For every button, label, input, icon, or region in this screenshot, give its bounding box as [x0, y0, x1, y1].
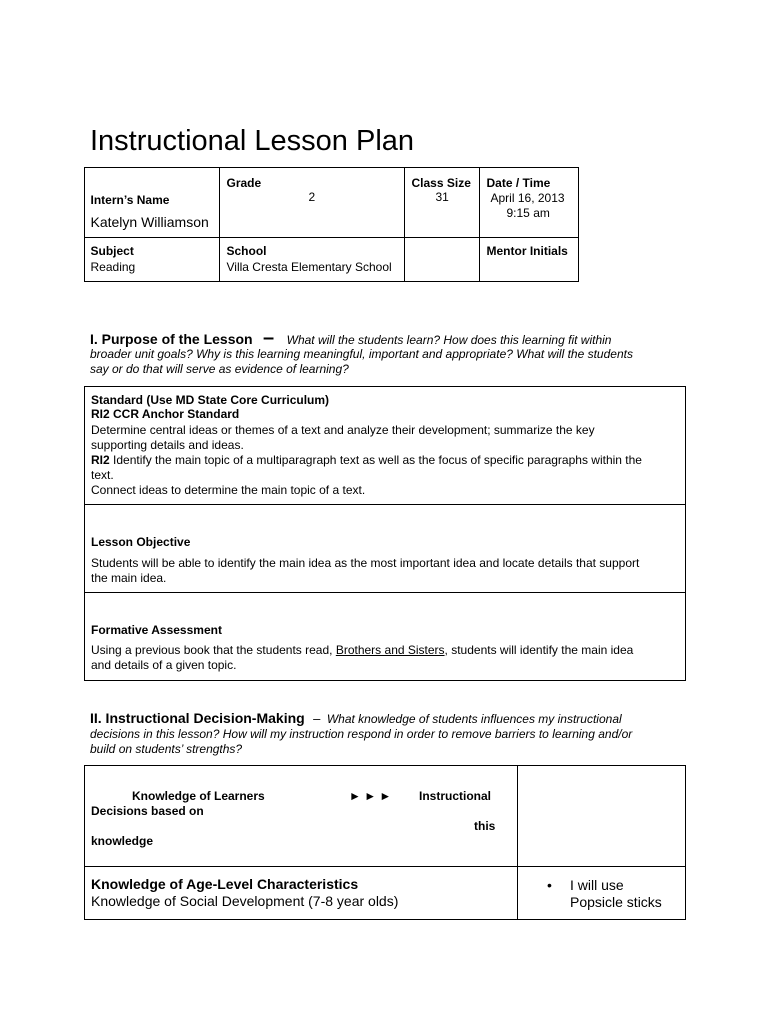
bullet: •: [547, 877, 552, 893]
objective-label: Lesson Objective: [91, 535, 191, 549]
anchor-standard-text-2: supporting details and ideas.: [91, 438, 244, 452]
school-value: Villa Cresta Elementary School: [226, 259, 392, 274]
anchor-standard-label: RI2 CCR Anchor Standard: [91, 407, 240, 421]
grade-value: 2: [308, 189, 316, 204]
decision-text-1: I will use: [570, 877, 624, 893]
section2-heading-line: [90, 710, 622, 728]
arrows: ► ► ►: [349, 789, 392, 803]
knowledge-header: knowledge: [91, 834, 154, 848]
interns-name-label: Intern’s Name: [90, 192, 170, 207]
section1-heading: I. Purpose of the Lesson: [90, 331, 253, 347]
ri2-text-1: Identify the main topic of a multiparagraph text as well as the focus of specific paragraphs within the: [109, 453, 642, 467]
grade-label: Grade: [226, 175, 262, 190]
ri2-text-2: text.: [91, 468, 114, 482]
section2-heading: II. Instructional Decision-Making: [90, 710, 305, 726]
age-level-heading: Knowledge of Age-Level Characteristics: [91, 876, 359, 892]
time-value: 9:15 am: [506, 205, 550, 220]
page-title: Instructional Lesson Plan: [90, 125, 415, 157]
this-header: this: [474, 819, 496, 833]
section2-prompt-1: What knowledge of students influences my instructional: [326, 712, 622, 726]
mentor-initials-label: Mentor Initials: [486, 243, 568, 258]
lesson-info-table: [84, 167, 579, 282]
section1-prompt-1: What will the students learn? How does this learning fit within: [286, 333, 612, 347]
subject-label: Subject: [90, 243, 134, 258]
section2-prompt-2: decisions in this lesson? How will my instruction respond in order to remove barriers to learning and/or: [90, 727, 633, 741]
connect-text: Connect ideas to determine the main topic of a text.: [91, 483, 366, 497]
assessment-line-1: [91, 643, 633, 658]
assessment-text-2: and details of a given topic.: [91, 658, 237, 672]
section2-dash: –: [313, 711, 321, 726]
section1-prompt-3: say or do that will serve as evidence of learning?: [90, 362, 349, 376]
purpose-box: [84, 386, 686, 681]
standard-label: Standard (Use MD State Core Curriculum): [91, 393, 330, 407]
subject-value: Reading: [90, 259, 136, 274]
section2-prompt-3: build on students’ strengths?: [90, 742, 243, 756]
class-size-value: 31: [435, 189, 449, 204]
social-development-text: Knowledge of Social Development (7-8 year olds): [91, 893, 399, 909]
decision-table: [84, 765, 686, 920]
school-label: School: [226, 243, 267, 258]
book-title: Brothers and Sisters: [335, 643, 445, 657]
date-value: April 16, 2013: [490, 190, 565, 205]
assessment-label: Formative Assessment: [91, 623, 222, 637]
section1-prompt-2: broader unit goals? Why is this learning meaningful, important and appropriate? What will the students: [90, 347, 633, 361]
assessment-text-before: Using a previous book that the students read,: [91, 643, 336, 657]
objective-text-2: the main idea.: [91, 571, 167, 585]
anchor-standard-text-1: Determine central ideas or themes of a text and analyze their development; summarize the key: [91, 423, 595, 437]
class-size-label: Class Size: [411, 175, 471, 190]
instructional-header: Instructional: [419, 789, 492, 803]
section1-dash: –: [263, 327, 275, 349]
date-time-label: Date / Time: [486, 175, 551, 190]
ri2-label: RI2: [91, 453, 110, 467]
objective-text-1: Students will be able to identify the main idea as the most important idea and locate details that support: [91, 556, 640, 570]
assessment-text-after: , students will identify the main idea: [444, 643, 634, 657]
knowledge-of-learners-header: Knowledge of Learners: [132, 789, 265, 803]
decisions-based-on-header: Decisions based on: [91, 804, 204, 818]
interns-name-value: Katelyn Williamson: [90, 213, 209, 230]
ri2-line: [91, 453, 642, 468]
decision-text-2: Popsicle sticks: [570, 894, 662, 910]
